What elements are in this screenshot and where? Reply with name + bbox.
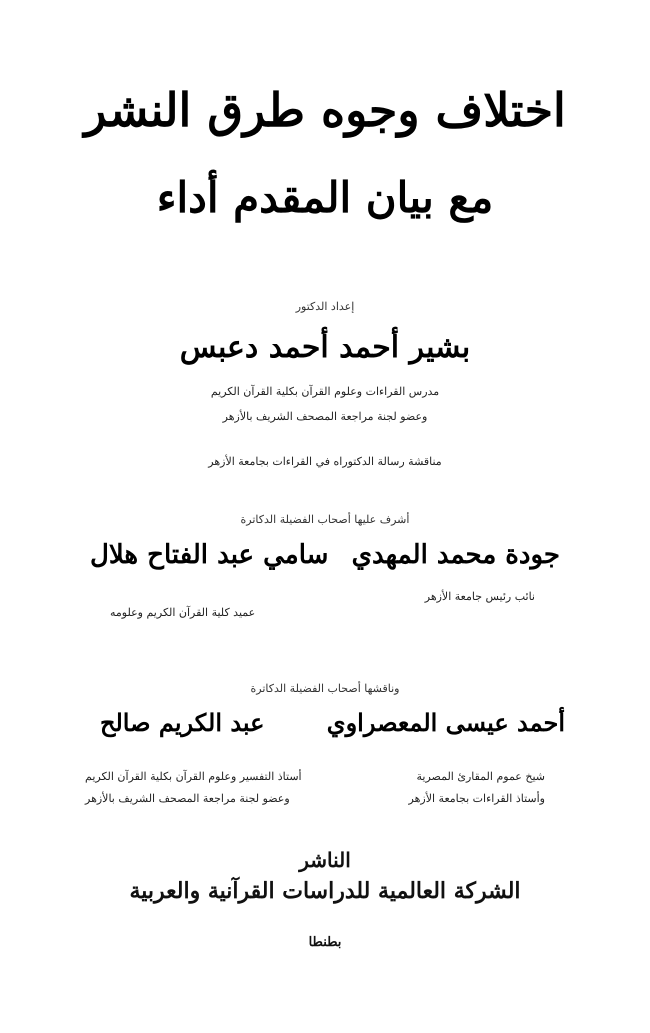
supervisor-left-name: سامي عبد الفتاح هلال xyxy=(90,540,329,570)
supervisor-right-desc: نائب رئيس جامعة الأزهر xyxy=(424,590,535,603)
examiner-left-desc-1: أستاذ التفسير وعلوم القرآن بكلية القرآن الكريم xyxy=(85,770,302,783)
author-desc-1: مدرس القراءات وعلوم القرآن بكلية القرآن الكريم xyxy=(210,385,440,398)
supervisors-label: أشرف عليها أصحاب الفضيلة الدكاترة xyxy=(240,513,410,526)
book-title-line-1: اختلاف وجوه طرق النشر xyxy=(84,83,566,137)
examiner-left-desc-2: وعضو لجنة مراجعة المصحف الشريف بالأزهر xyxy=(85,792,290,805)
publisher-label: الناشر xyxy=(299,848,351,872)
author-desc-2: وعضو لجنة مراجعة المصحف الشريف بالأزهر xyxy=(222,410,428,423)
book-title-line-2: مع بيان المقدم أداء xyxy=(156,173,494,222)
examiner-right-name: أحمد عيسى المعصراوي xyxy=(326,708,565,737)
supervisor-left-desc: عميد كلية القرآن الكريم وعلومه xyxy=(110,606,256,619)
examiner-right-desc-2: وأستاذ القراءات بجامعة الأزهر xyxy=(408,792,545,805)
examiner-left-name: عبد الكريم صالح xyxy=(100,708,265,737)
examiners-label: وناقشها أصحاب الفضيلة الدكاترة xyxy=(250,682,400,695)
author-name: بشير أحمد أحمد دعبس xyxy=(179,330,471,365)
author-desc-3: مناقشة رسالة الدكتوراه في القراءات بجامعة الأزهر xyxy=(208,455,442,468)
supervisor-right-name: جودة محمد المهدي xyxy=(351,540,560,570)
publisher-place: بطنطا xyxy=(308,935,342,950)
examiner-right-desc-1: شيخ عموم المقارئ المصرية xyxy=(416,770,545,783)
publisher-name: الشركة العالمية للدراسات القرآنية والعربية xyxy=(129,878,521,904)
author-label: إعداد الدكتور xyxy=(295,300,355,313)
